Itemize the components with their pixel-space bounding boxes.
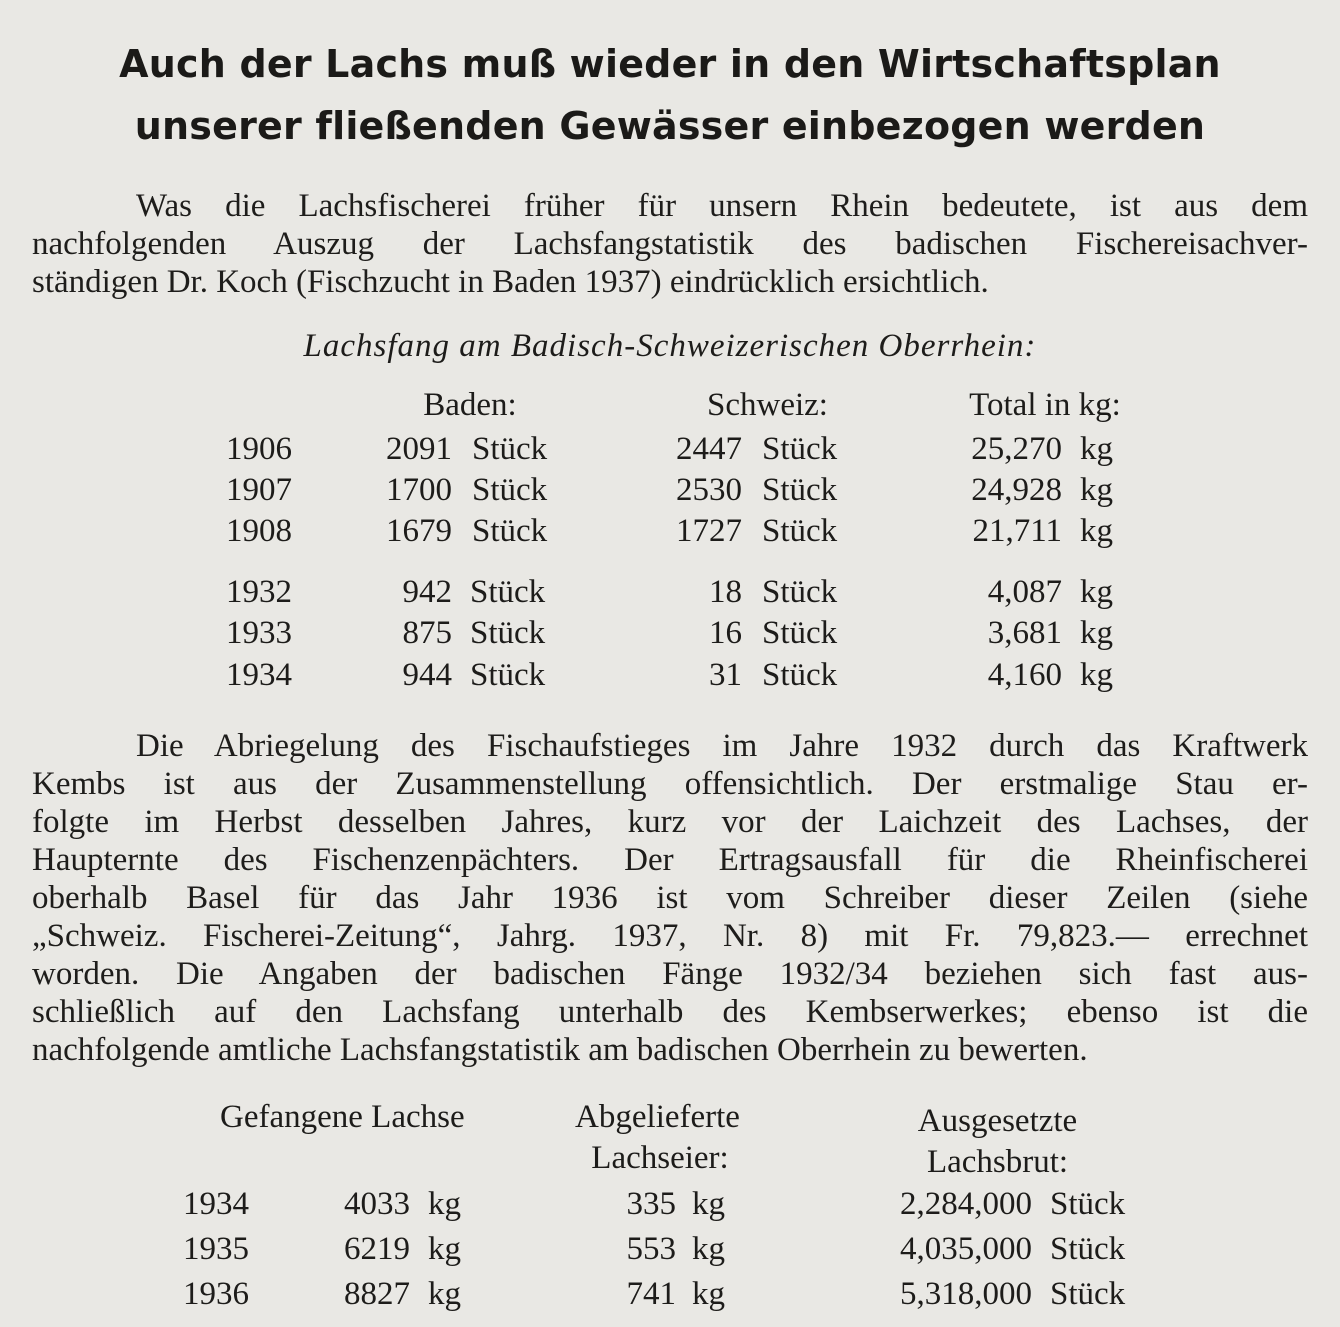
table2-eier-unit: kg	[692, 1231, 725, 1267]
table1-baden-unit: Stück	[472, 431, 548, 467]
table2-lachse-unit: kg	[428, 1231, 461, 1267]
table1-total-value: 3,681	[987, 615, 1062, 651]
table1-baden-value: 944	[402, 657, 452, 693]
table1-baden-value: 942	[402, 574, 452, 610]
table2-lachse-value: 8827	[344, 1276, 410, 1312]
table1-year: 1934	[226, 657, 292, 693]
table2-brut-unit: Stück	[1050, 1186, 1126, 1222]
table1-header-baden: Baden:	[423, 387, 517, 423]
table1-baden-unit: Stück	[470, 574, 546, 610]
table2-eier-unit: kg	[692, 1186, 725, 1222]
table1-schweiz-value: 2530	[676, 472, 742, 508]
table1-total-unit: kg	[1080, 513, 1113, 549]
intro-paragraph	[32, 187, 1308, 301]
table1-baden-unit: Stück	[470, 657, 546, 693]
intro-line: nachfolgenden Auszug der Lachsfangstatistik des badischen Fischereisachver-	[32, 226, 1308, 262]
table1-total-value: 4,160	[987, 657, 1062, 693]
page-title-line-1: Auch der Lachs muß wieder in den Wirtschaftsplan	[119, 42, 1221, 86]
table2-brut-value: 4,035,000	[900, 1231, 1032, 1267]
intro-line: Was die Lachsfischerei früher für unsern Rhein bedeutete, ist aus dem	[136, 188, 1308, 224]
table2-brut-value: 5,318,000	[900, 1276, 1032, 1312]
table2-brut-unit: Stück	[1050, 1276, 1126, 1312]
table1-schweiz-unit: Stück	[762, 615, 838, 651]
table2-eier-value: 741	[626, 1276, 676, 1312]
table1-year: 1932	[226, 574, 292, 610]
table2-eier-value: 553	[626, 1231, 676, 1267]
body-paragraph	[32, 727, 1308, 1069]
table1-year: 1933	[226, 615, 292, 651]
table2-lachse-value: 6219	[344, 1231, 410, 1267]
body-line: oberhalb Basel für das Jahr 1936 ist vom Schreiber dieser Zeilen (siehe	[32, 880, 1308, 916]
table1-schweiz-value: 2447	[676, 431, 742, 467]
body-line: Kembs ist aus der Zusammenstellung offensichtlich. Der erstmalige Stau er-	[32, 766, 1308, 802]
page-title-line-2: unserer fließenden Gewässer einbezogen werden	[134, 104, 1206, 148]
table2-header-abgelieferte-2: Lachseier:	[591, 1140, 729, 1176]
table1-baden-value: 2091	[386, 431, 452, 467]
table1-schweiz-value: 31	[709, 657, 742, 693]
table1-baden-value: 875	[402, 615, 452, 651]
table1-schweiz-unit: Stück	[762, 472, 838, 508]
table1-schweiz-value: 1727	[676, 513, 742, 549]
table2-lachse-value: 4033	[344, 1186, 410, 1222]
table2-eier-unit: kg	[692, 1276, 725, 1312]
table1-total-unit: kg	[1080, 615, 1113, 651]
table1-schweiz-value: 16	[709, 615, 742, 651]
table1-total-value: 4,087	[987, 574, 1062, 610]
table1-total-unit: kg	[1080, 574, 1113, 610]
body-line: Haupternte des Fischenzenpächters. Der Ertragsausfall für die Rheinfischerei	[32, 842, 1308, 878]
table1-header-schweiz: Schweiz:	[707, 387, 828, 423]
table2-year: 1936	[183, 1276, 249, 1312]
body-line: folgte im Herbst desselben Jahres, kurz vor der Laichzeit des Lachses, der	[32, 804, 1308, 840]
table1-caption: Lachsfang am Badisch-Schweizerischen Oberrhein:	[303, 328, 1037, 364]
table1-total-unit: kg	[1080, 657, 1113, 693]
table1-header-total: Total in kg:	[969, 387, 1121, 423]
table1-baden-unit: Stück	[472, 513, 548, 549]
table1-year: 1906	[226, 431, 292, 467]
table2-lachse-unit: kg	[428, 1276, 461, 1312]
table2-header-abgelieferte-1: Abgelieferte	[575, 1099, 740, 1135]
body-line: Die Abriegelung des Fischaufstieges im Jahre 1932 durch das Kraftwerk	[136, 728, 1308, 764]
table2-year: 1934	[183, 1186, 249, 1222]
table2-header-ausgesetzte-1: Ausgesetzte	[917, 1103, 1078, 1139]
intro-line: ständigen Dr. Koch (Fischzucht in Baden 1937) eindrücklich ersichtlich.	[32, 264, 989, 300]
table1-baden-value: 1700	[386, 472, 452, 508]
table1-year: 1907	[226, 472, 292, 508]
table1-total-unit: kg	[1080, 472, 1113, 508]
table1-schweiz-value: 18	[709, 574, 742, 610]
table1-baden-unit: Stück	[470, 615, 546, 651]
table2-header-gefangene: Gefangene Lachse	[220, 1099, 465, 1135]
table1-baden-unit: Stück	[472, 472, 548, 508]
table2-header-ausgesetzte-2: Lachsbrut:	[926, 1144, 1069, 1180]
table1-total-unit: kg	[1080, 431, 1113, 467]
table1-schweiz-unit: Stück	[762, 657, 838, 693]
table1-schweiz-unit: Stück	[762, 513, 838, 549]
body-line: „Schweiz. Fischerei-Zeitung“, Jahrg. 1937, Nr. 8) mit Fr. 79,823.— errechnet	[32, 918, 1308, 954]
table2-lachse-unit: kg	[428, 1186, 461, 1222]
table1-baden-value: 1679	[386, 513, 452, 549]
table2-year: 1935	[183, 1231, 249, 1267]
table1-schweiz-unit: Stück	[762, 431, 838, 467]
body-line: schließlich auf den Lachsfang unterhalb des Kembserwerkes; ebenso ist die	[32, 994, 1308, 1030]
table1-year: 1908	[226, 513, 292, 549]
table1-total-value: 21,711	[972, 513, 1062, 549]
body-line: nachfolgende amtliche Lachsfangstatistik am badischen Oberrhein zu bewerten.	[32, 1032, 1088, 1068]
table1-total-value: 25,270	[971, 431, 1062, 467]
table2-brut-unit: Stück	[1050, 1231, 1126, 1267]
table1-schweiz-unit: Stück	[762, 574, 838, 610]
table2-brut-value: 2,284,000	[900, 1186, 1032, 1222]
body-line: worden. Die Angaben der badischen Fänge 1932/34 beziehen sich fast aus-	[32, 956, 1308, 992]
table1-total-value: 24,928	[971, 472, 1062, 508]
table2-eier-value: 335	[626, 1186, 676, 1222]
